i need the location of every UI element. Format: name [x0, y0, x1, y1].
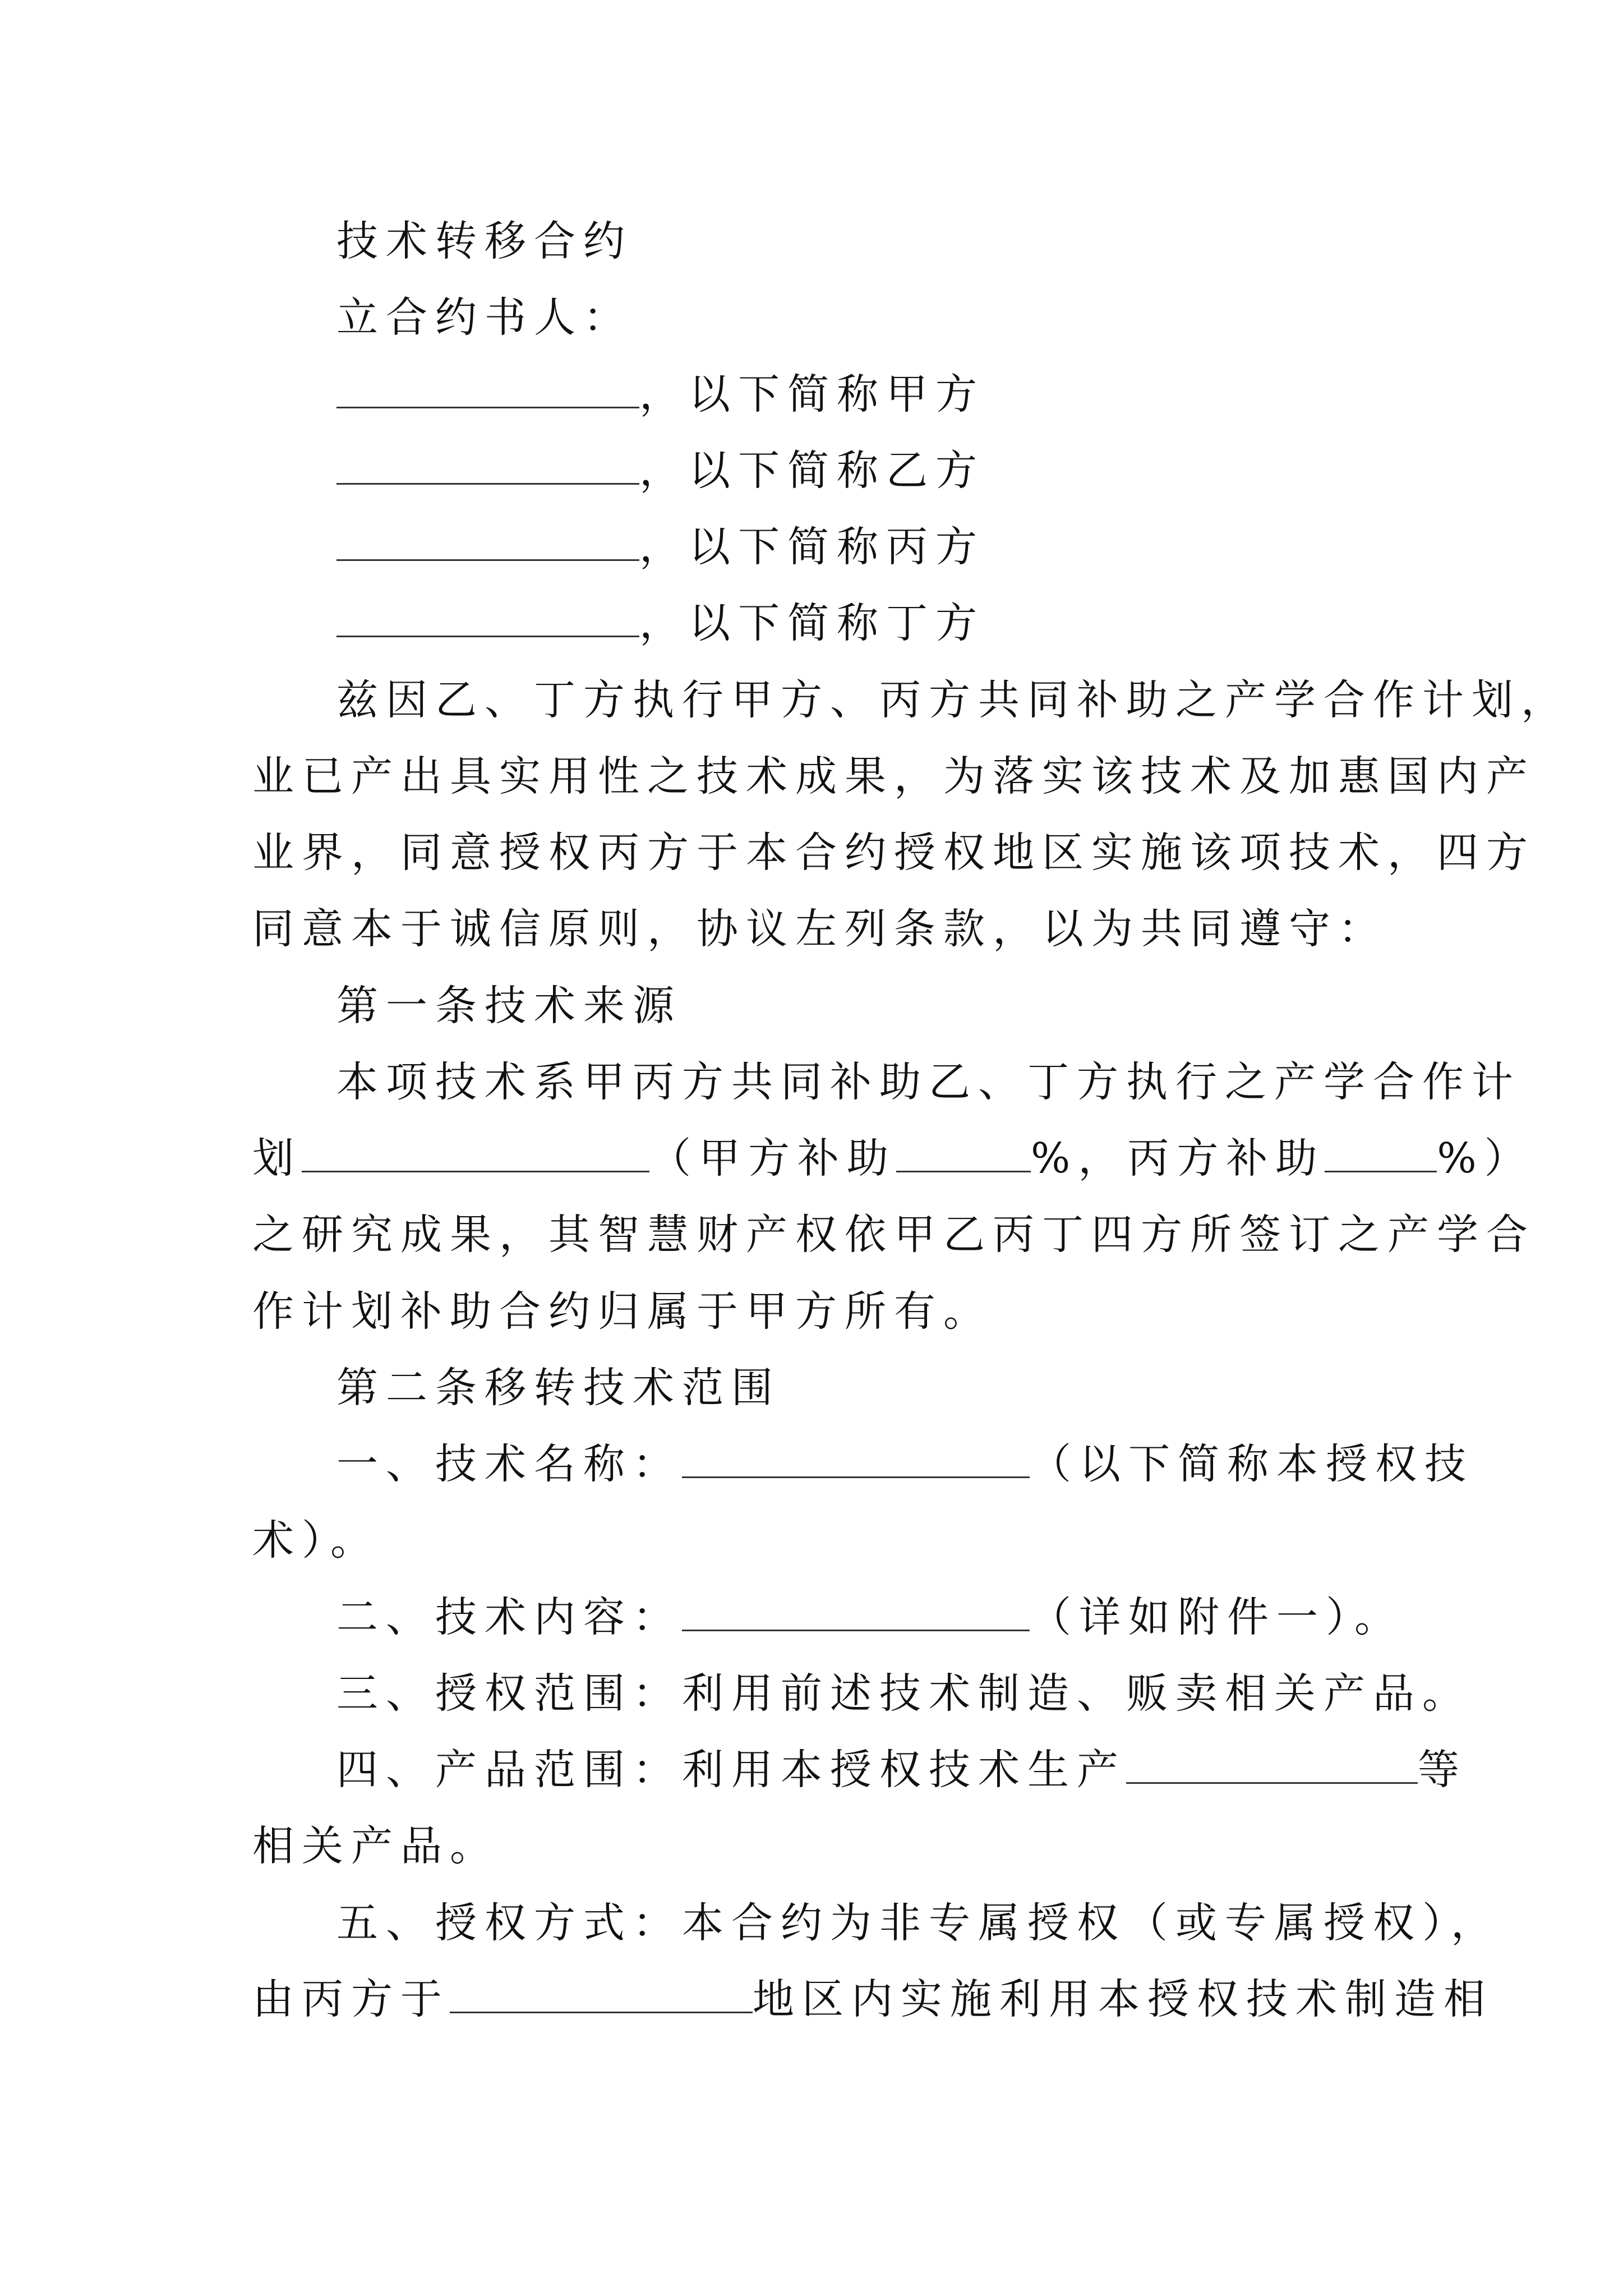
party-suffix: ，以下简称乙方: [639, 447, 985, 495]
party-suffix: ，以下简称丙方: [639, 523, 985, 571]
party-line-b: [336, 445, 985, 496]
parties-intro: 立合约书人：: [336, 293, 633, 342]
text-fragment: （详如附件一）。: [1030, 1593, 1404, 1641]
article-2-item-5-cont: [252, 1974, 1493, 2024]
fill-in-blank: [682, 1439, 1030, 1478]
article-2-item-5: 五、授权方式：本合约为非专属授权（或专属授权），: [336, 1899, 1500, 1947]
text-fragment: 由丙方于: [252, 1975, 450, 2023]
article-2-item-3: 三、授权范围：利用前述技术制造、贩卖相关产品。: [336, 1669, 1472, 1718]
text-fragment: 地区内实施利用本授权技术制造相: [753, 1975, 1493, 2023]
article-1-heading: 第一条技术来源: [336, 982, 682, 1030]
preamble-line: 兹因乙、丁方执行甲方、丙方共同补助之产学合作计划，: [336, 676, 1570, 724]
article-1-text: [252, 1133, 1534, 1184]
text-fragment: （甲方补助: [649, 1134, 896, 1182]
article-2-item-1: [336, 1439, 1474, 1489]
text-fragment: 一、技术名称：: [336, 1440, 682, 1488]
fill-in-blank: [302, 1134, 649, 1172]
article-2-item-4: [336, 1745, 1467, 1795]
text-fragment: 划: [252, 1134, 302, 1182]
fill-in-blank: [336, 599, 639, 637]
preamble-line: 业界，同意授权丙方于本合约授权地区实施该项技术，四方: [252, 829, 1536, 877]
article-1-text: 本项技术系甲丙方共同补助乙、丁方执行之产学合作计: [336, 1058, 1521, 1106]
text-fragment: 四、产品范围：利用本授权技术生产: [336, 1746, 1126, 1794]
text-fragment: %，丙方补助: [1031, 1134, 1325, 1182]
preamble-line: 业已产出具实用性之技术成果，为落实该技术及加惠国内产: [252, 752, 1536, 800]
fill-in-blank: [1325, 1134, 1437, 1172]
text-fragment: %）: [1437, 1134, 1534, 1182]
fill-in-blank: [336, 370, 639, 408]
fill-in-blank: [1126, 1745, 1418, 1784]
text-fragment: 二、技术内容：: [336, 1593, 682, 1641]
document-title: 技术转移合约: [336, 217, 633, 265]
article-1-text: 之研究成果，其智慧财产权依甲乙丙丁四方所签订之产学合: [252, 1211, 1536, 1259]
preamble-line: 同意本于诚信原则，协议左列条款，以为共同遵守：: [252, 905, 1387, 953]
fill-in-blank: [682, 1593, 1030, 1631]
article-2-item-2: [336, 1592, 1404, 1642]
fill-in-blank: [450, 1975, 753, 2013]
party-suffix: ，以下简称甲方: [639, 370, 985, 418]
fill-in-blank: [336, 522, 639, 561]
article-2-heading: 第二条移转技术范围: [336, 1364, 781, 1412]
party-line-a: [336, 369, 985, 420]
party-line-c: [336, 522, 985, 572]
article-2-item-1-cont: 术）。: [252, 1516, 380, 1565]
article-2-item-4-cont: 相关产品。: [252, 1822, 499, 1870]
fill-in-blank: [896, 1134, 1031, 1172]
party-suffix: ，以下简称丁方: [639, 599, 985, 647]
article-1-text: 作计划补助合约归属于甲方所有。: [252, 1287, 993, 1336]
fill-in-blank: [336, 446, 639, 485]
text-fragment: 等: [1418, 1746, 1467, 1794]
text-fragment: （以下简称本授权技: [1030, 1440, 1474, 1488]
party-line-d: [336, 598, 985, 648]
